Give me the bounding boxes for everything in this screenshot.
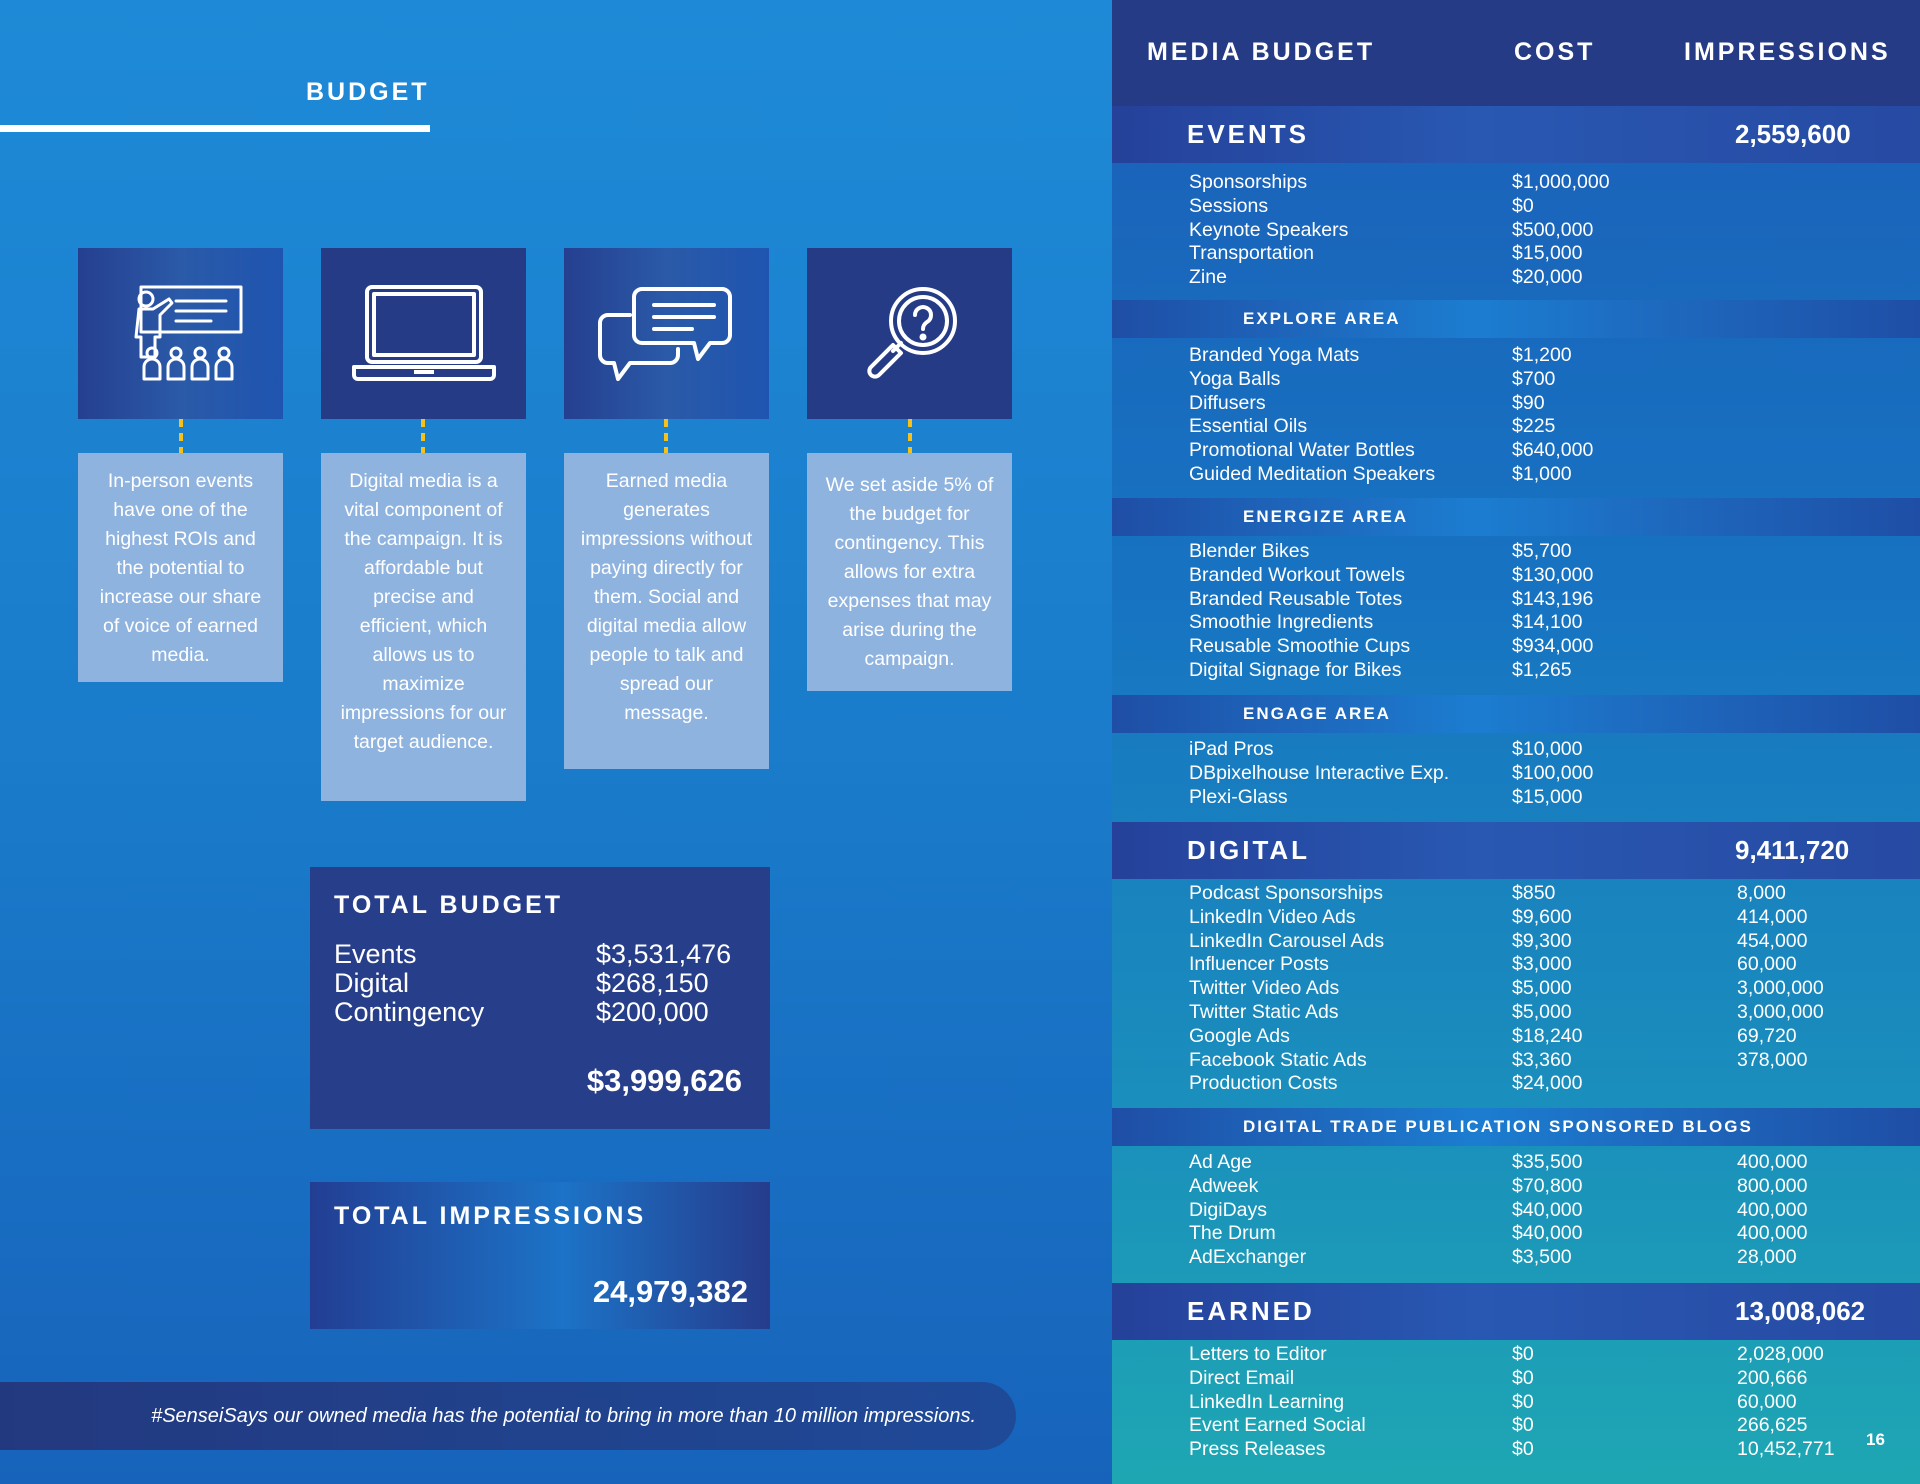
total-budget-value: $3,999,626 xyxy=(586,1063,742,1098)
row-cost: $70,800 xyxy=(1512,1174,1583,1197)
row-cost: $5,000 xyxy=(1512,1000,1572,1023)
title-underline xyxy=(0,125,430,132)
budget-row-label: Digital xyxy=(334,968,410,998)
row-impressions: 3,000,000 xyxy=(1737,977,1824,1000)
row-item: LinkedIn Video Ads xyxy=(1189,905,1356,928)
presentation-icon xyxy=(106,279,256,389)
connector-line xyxy=(908,419,912,455)
row-cost: $5,000 xyxy=(1512,977,1572,1000)
row-cost: $143,196 xyxy=(1512,587,1594,610)
table-row xyxy=(1112,786,1920,810)
row-cost: $15,000 xyxy=(1512,242,1583,265)
row-cost: $1,265 xyxy=(1512,658,1572,681)
table-row xyxy=(1112,195,1920,219)
table-row xyxy=(1112,1343,1920,1367)
media-budget-table xyxy=(1112,0,1920,1484)
table-row xyxy=(1112,1199,1920,1223)
row-item: Keynote Speakers xyxy=(1189,218,1349,241)
table-row xyxy=(1112,344,1920,368)
engage-rows xyxy=(1112,738,1920,809)
row-item: Facebook Static Ads xyxy=(1189,1048,1367,1071)
earned-card xyxy=(564,248,769,419)
events-card xyxy=(78,248,283,419)
row-item: Digital Signage for Bikes xyxy=(1189,658,1402,681)
page-number: 16 xyxy=(1866,1430,1885,1449)
table-row xyxy=(1112,930,1920,954)
subcategory-energize xyxy=(1112,498,1920,536)
row-item: Production Costs xyxy=(1189,1072,1338,1095)
row-impressions: 60,000 xyxy=(1737,1390,1797,1413)
row-cost: $0 xyxy=(1512,1390,1534,1413)
row-cost: $3,500 xyxy=(1512,1246,1572,1269)
row-cost: $20,000 xyxy=(1512,266,1583,289)
row-item: Letters to Editor xyxy=(1189,1343,1327,1365)
earned-rows xyxy=(1112,1343,1920,1462)
row-item: Guided Meditation Speakers xyxy=(1189,462,1436,485)
row-cost: $10,000 xyxy=(1512,738,1583,760)
table-row xyxy=(1112,635,1920,659)
table-row xyxy=(1112,953,1920,977)
total-impressions-box xyxy=(310,1182,770,1329)
table-row xyxy=(1112,906,1920,930)
row-cost: $1,000 xyxy=(1512,462,1572,485)
total-budget-rows xyxy=(334,940,746,1027)
events-description: In-person events have one of the highest ROIs and the potential to increase our share of voice of earned media. xyxy=(78,453,283,682)
row-cost: $40,000 xyxy=(1512,1222,1583,1245)
row-item: Branded Reusable Totes xyxy=(1189,587,1403,610)
row-item: Sponsorships xyxy=(1189,171,1308,193)
row-item: Promotional Water Bottles xyxy=(1189,439,1415,462)
tagline-banner xyxy=(0,1382,1016,1450)
row-item: Smoothie Ingredients xyxy=(1189,611,1374,634)
digital-description: Digital media is a vital component of the campaign. It is affordable but precise and efficient, which allows us to maximize impressions for our target audience. xyxy=(321,453,526,801)
table-row xyxy=(1112,1367,1920,1391)
budget-row-label: Contingency xyxy=(334,997,485,1027)
table-row xyxy=(1112,1438,1920,1462)
subcategory-engage xyxy=(1112,695,1920,733)
header-media-budget: MEDIA BUDGET xyxy=(1147,38,1376,66)
row-impressions: 3,000,000 xyxy=(1737,1000,1824,1023)
table-row xyxy=(1112,1391,1920,1415)
row-cost: $500,000 xyxy=(1512,218,1594,241)
category-events xyxy=(1112,106,1920,163)
row-cost: $90 xyxy=(1512,391,1545,414)
row-impressions: 414,000 xyxy=(1737,905,1808,928)
table-row xyxy=(1112,392,1920,416)
row-cost: $5,700 xyxy=(1512,540,1572,562)
laptop-icon xyxy=(349,279,499,389)
row-item: Press Releases xyxy=(1189,1438,1326,1461)
row-cost: $0 xyxy=(1512,194,1534,217)
table-row xyxy=(1112,1025,1920,1049)
section-title: BUDGET xyxy=(306,78,430,106)
budget-row xyxy=(334,998,746,1027)
row-item: Transportation xyxy=(1189,242,1315,265)
row-cost: $35,500 xyxy=(1512,1151,1583,1173)
category-name: EVENTS xyxy=(1187,119,1310,149)
row-item: iPad Pros xyxy=(1189,738,1274,760)
row-cost: $40,000 xyxy=(1512,1198,1583,1221)
row-item: Direct Email xyxy=(1189,1366,1295,1389)
digital-rows xyxy=(1112,882,1920,1096)
row-impressions: 378,000 xyxy=(1737,1048,1808,1071)
row-impressions: 400,000 xyxy=(1737,1222,1808,1245)
category-earned xyxy=(1112,1283,1920,1340)
table-row xyxy=(1112,540,1920,564)
row-item: Diffusers xyxy=(1189,391,1266,414)
table-row xyxy=(1112,242,1920,266)
row-impressions: 400,000 xyxy=(1737,1198,1808,1221)
subcategory-explore xyxy=(1112,300,1920,338)
table-row xyxy=(1112,564,1920,588)
tagline-text: #SenseiSays our owned media has the potential to bring in more than 10 million impressions. xyxy=(151,1404,976,1427)
category-name: DIGITAL xyxy=(1187,835,1311,865)
row-impressions: 266,625 xyxy=(1737,1414,1808,1437)
row-cost: $9,600 xyxy=(1512,905,1572,928)
subcategory-blogs xyxy=(1112,1108,1920,1146)
row-cost: $850 xyxy=(1512,882,1556,904)
row-cost: $14,100 xyxy=(1512,611,1583,634)
row-impressions: 8,000 xyxy=(1737,882,1786,904)
table-row xyxy=(1112,611,1920,635)
table-row xyxy=(1112,439,1920,463)
header-impressions: IMPRESSIONS xyxy=(1684,38,1891,66)
blogs-rows xyxy=(1112,1151,1920,1270)
row-item: Branded Yoga Mats xyxy=(1189,344,1360,366)
table-row xyxy=(1112,463,1920,487)
subcategory-name: EXPLORE AREA xyxy=(1243,309,1401,328)
table-row xyxy=(1112,219,1920,243)
row-impressions: 69,720 xyxy=(1737,1024,1797,1047)
row-impressions: 28,000 xyxy=(1737,1246,1797,1269)
row-cost: $640,000 xyxy=(1512,439,1594,462)
connector-line xyxy=(664,419,668,455)
budget-row-label: Events xyxy=(334,939,417,969)
row-cost: $934,000 xyxy=(1512,635,1594,658)
table-row xyxy=(1112,762,1920,786)
table-row xyxy=(1112,882,1920,906)
subcategory-name: DIGITAL TRADE PUBLICATION SPONSORED BLOGS xyxy=(1243,1117,1753,1136)
magnifier-question-icon xyxy=(835,279,985,389)
row-cost: $9,300 xyxy=(1512,929,1572,952)
row-item: LinkedIn Learning xyxy=(1189,1390,1345,1413)
table-row xyxy=(1112,1049,1920,1073)
budget-row-value: $268,150 xyxy=(596,968,709,998)
row-cost: $0 xyxy=(1512,1366,1534,1389)
row-impressions: 60,000 xyxy=(1737,953,1797,976)
row-cost: $3,360 xyxy=(1512,1048,1572,1071)
row-cost: $225 xyxy=(1512,415,1556,438)
row-cost: $0 xyxy=(1512,1438,1534,1461)
events-rows xyxy=(1112,171,1920,290)
row-cost: $1,200 xyxy=(1512,344,1572,366)
contingency-description: We set aside 5% of the budget for contingency. This allows for extra expenses that may arise during the campaign. xyxy=(807,453,1012,691)
total-impressions-value: 24,979,382 xyxy=(592,1274,748,1309)
row-cost: $3,000 xyxy=(1512,953,1572,976)
row-impressions: 800,000 xyxy=(1737,1174,1808,1197)
table-row xyxy=(1112,588,1920,612)
row-item: Twitter Static Ads xyxy=(1189,1000,1339,1023)
table-row xyxy=(1112,1246,1920,1270)
row-impressions: 200,666 xyxy=(1737,1366,1808,1389)
row-item: Adweek xyxy=(1189,1174,1259,1197)
chat-bubbles-icon xyxy=(592,279,742,389)
contingency-card xyxy=(807,248,1012,419)
earned-description: Earned media generates impressions without paying directly for them. Social and digital media allow people to talk and spread our message. xyxy=(564,453,769,769)
category-impressions: 13,008,062 xyxy=(1735,1296,1866,1326)
table-row xyxy=(1112,977,1920,1001)
row-item: Google Ads xyxy=(1189,1024,1290,1047)
table-row xyxy=(1112,368,1920,392)
explore-rows xyxy=(1112,344,1920,487)
row-item: Twitter Video Ads xyxy=(1189,977,1340,1000)
category-impressions: 9,411,720 xyxy=(1735,835,1850,865)
table-header xyxy=(1112,0,1920,106)
connector-line xyxy=(179,419,183,455)
table-row xyxy=(1112,1072,1920,1096)
budget-row-value: $3,531,476 xyxy=(596,939,732,969)
row-impressions: 400,000 xyxy=(1737,1151,1808,1173)
row-item: Zine xyxy=(1189,266,1227,289)
row-item: Plexi-Glass xyxy=(1189,785,1288,808)
budget-row xyxy=(334,940,746,969)
table-row xyxy=(1112,1001,1920,1025)
connector-line xyxy=(421,419,425,455)
table-row xyxy=(1112,171,1920,195)
row-item: LinkedIn Carousel Ads xyxy=(1189,929,1385,952)
digital-card xyxy=(321,248,526,419)
row-item: Essential Oils xyxy=(1189,415,1308,438)
category-digital xyxy=(1112,822,1920,879)
table-row xyxy=(1112,266,1920,290)
total-impressions-title: TOTAL IMPRESSIONS xyxy=(334,1202,647,1230)
table-row xyxy=(1112,1175,1920,1199)
row-cost: $18,240 xyxy=(1512,1024,1583,1047)
row-cost: $0 xyxy=(1512,1343,1534,1365)
row-cost: $1,000,000 xyxy=(1512,171,1610,193)
row-item: Influencer Posts xyxy=(1189,953,1329,976)
row-item: AdExchanger xyxy=(1189,1246,1307,1269)
row-cost: $100,000 xyxy=(1512,761,1594,784)
row-cost: $15,000 xyxy=(1512,785,1583,808)
row-item: DBpixelhouse Interactive Exp. xyxy=(1189,761,1450,784)
header-cost: COST xyxy=(1514,38,1596,66)
row-item: Reusable Smoothie Cups xyxy=(1189,635,1411,658)
row-item: Yoga Balls xyxy=(1189,367,1281,390)
category-name: EARNED xyxy=(1187,1296,1315,1326)
total-budget-title: TOTAL BUDGET xyxy=(334,891,564,919)
energize-rows xyxy=(1112,540,1920,683)
row-cost: $130,000 xyxy=(1512,563,1594,586)
category-impressions: 2,559,600 xyxy=(1735,119,1851,149)
table-row xyxy=(1112,1151,1920,1175)
row-cost: $700 xyxy=(1512,367,1556,390)
row-impressions: 10,452,771 xyxy=(1737,1438,1835,1461)
budget-row-value: $200,000 xyxy=(596,997,709,1027)
table-row xyxy=(1112,659,1920,683)
row-item: Blender Bikes xyxy=(1189,540,1310,562)
row-item: Branded Workout Towels xyxy=(1189,563,1406,586)
row-item: Podcast Sponsorships xyxy=(1189,882,1384,904)
subcategory-name: ENERGIZE AREA xyxy=(1243,507,1409,526)
total-budget-box xyxy=(310,867,770,1129)
table-row xyxy=(1112,1222,1920,1246)
row-cost: $24,000 xyxy=(1512,1072,1583,1095)
budget-row xyxy=(334,969,746,998)
row-item: Sessions xyxy=(1189,194,1269,217)
row-cost: $0 xyxy=(1512,1414,1534,1437)
table-row xyxy=(1112,415,1920,439)
row-item: Ad Age xyxy=(1189,1151,1252,1173)
row-impressions: 454,000 xyxy=(1737,929,1808,952)
subcategory-name: ENGAGE AREA xyxy=(1243,704,1391,723)
table-row xyxy=(1112,738,1920,762)
row-item: DigiDays xyxy=(1189,1198,1268,1221)
row-item: Event Earned Social xyxy=(1189,1414,1366,1437)
table-row xyxy=(1112,1414,1920,1438)
row-impressions: 2,028,000 xyxy=(1737,1343,1824,1365)
row-item: The Drum xyxy=(1189,1222,1276,1245)
